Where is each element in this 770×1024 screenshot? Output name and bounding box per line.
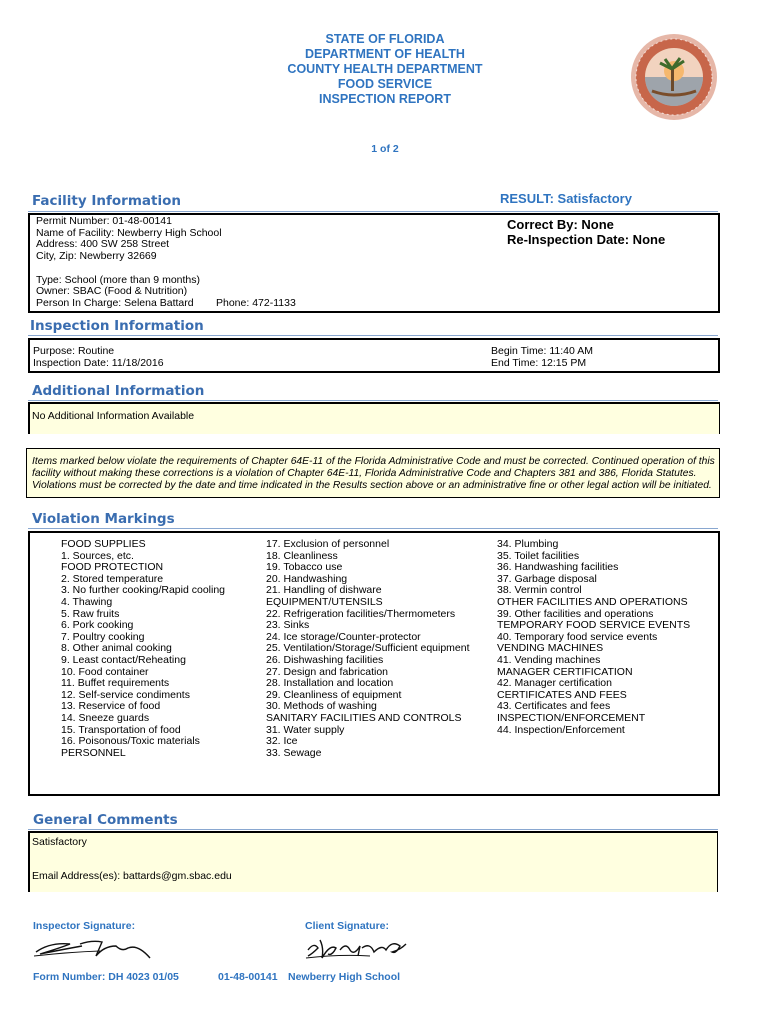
violation-item: 2. Stored temperature (61, 572, 164, 585)
inspection-purpose: Purpose: Routine (33, 345, 115, 357)
violation-item: FOOD SUPPLIES (61, 538, 146, 550)
violation-item: VENDING MACHINES (497, 642, 604, 655)
facility-address: Address: 400 SW 258 Street (36, 238, 170, 250)
violations-section-title: Violation Markings (32, 511, 175, 527)
violation-item: 29. Cleanliness of equipment (266, 688, 402, 701)
inspection-section-title: Inspection Information (30, 318, 204, 334)
violation-notice (32, 456, 715, 493)
divider (28, 528, 718, 529)
facility-owner: Owner: SBAC (Food & Nutrition) (36, 285, 188, 297)
facility-phone: Phone: 472-1133 (216, 297, 296, 309)
violation-item: 20. Handwashing (266, 572, 348, 585)
reinspection-date: Re-Inspection Date: None (507, 232, 666, 247)
violation-item: 33. Sewage (266, 746, 322, 759)
violation-item: 40. Temporary food service events (497, 630, 658, 643)
violation-item: 22. Refrigeration facilities/Thermometers (266, 607, 456, 620)
form-number: Form Number: DH 4023 01/05 (33, 971, 179, 983)
begin-time: Begin Time: 11:40 AM (491, 345, 593, 357)
violation-item: 26. Dishwashing facilities (266, 653, 384, 666)
header-line-5: INSPECTION REPORT (319, 92, 451, 106)
divider (28, 211, 718, 212)
violation-item: 12. Self-service condiments (61, 688, 190, 701)
violation-item: FOOD PROTECTION (61, 561, 164, 574)
violation-item: 30. Methods of washing (266, 700, 377, 713)
person-in-charge: Person In Charge: Selena Battard (36, 297, 194, 309)
violation-item: 15. Transportation of food (61, 723, 181, 736)
violation-item: 24. Ice storage/Counter-protector (266, 630, 421, 643)
violation-item: CERTIFICATES AND FEES (497, 688, 627, 701)
footer-facility-name: Newberry High School (288, 971, 401, 983)
divider (28, 335, 718, 336)
violation-item: 16. Poisonous/Toxic materials (61, 735, 200, 748)
violations-column-3 (497, 539, 690, 736)
violation-item: 42. Manager certification (497, 677, 612, 690)
violation-item: 4. Thawing (61, 595, 113, 608)
comments-text: Satisfactory (32, 836, 87, 848)
violation-item: 10. Food container (61, 665, 149, 678)
violation-item: SANITARY FACILITIES AND CONTROLS (266, 711, 462, 724)
facility-name: Name of Facility: Newberry High School (36, 227, 222, 239)
violation-item: 27. Design and fabrication (266, 665, 388, 678)
violation-item: 5. Raw fruits (61, 607, 120, 620)
violation-item: 3. No further cooking/Rapid cooling (61, 584, 226, 597)
violation-item: 39. Other facilities and operations (497, 607, 654, 620)
violation-item: 32. Ice (266, 735, 298, 748)
header-line-2: DEPARTMENT OF HEALTH (305, 47, 465, 61)
violation-item: 7. Poultry cooking (61, 630, 145, 643)
violation-item: 37. Garbage disposal (497, 572, 597, 585)
divider (28, 400, 718, 401)
violation-item: 23. Sinks (266, 619, 310, 632)
violation-item: OTHER FACILITIES AND OPERATIONS (497, 595, 688, 608)
end-time: End Time: 12:15 PM (491, 357, 587, 369)
additional-info-text: No Additional Information Available (32, 410, 195, 422)
facility-section-title: Facility Information (32, 193, 181, 209)
divider (28, 829, 718, 830)
violation-item: 19. Tobacco use (266, 561, 343, 574)
client-signature-label: Client Signature: (305, 920, 390, 932)
header-line-1: STATE OF FLORIDA (325, 32, 445, 46)
violation-item: 13. Reservice of food (61, 700, 161, 713)
header-line-3: COUNTY HEALTH DEPARTMENT (287, 62, 483, 76)
violation-item: 44. Inspection/Enforcement (497, 723, 625, 736)
violation-item: 18. Cleanliness (266, 549, 338, 562)
notice-line-3: Violations must be corrected by the date and time indicated in the Results section above or an administrative fine or other legal action will be initiated. (32, 480, 712, 492)
violation-item: 28. Installation and location (266, 677, 394, 690)
violation-item: 36. Handwashing facilities (497, 561, 619, 574)
permit-number: Permit Number: 01-48-00141 (36, 215, 172, 227)
violation-item: 1. Sources, etc. (61, 549, 134, 562)
violation-item: EQUIPMENT/UTENSILS (266, 595, 383, 608)
inspection-date: Inspection Date: 11/18/2016 (33, 357, 164, 369)
violations-column-1 (61, 539, 225, 759)
notice-line-1: Items marked below violate the requirements of Chapter 64E-11 of the Florida Administrative Code and must be corrected. Continued operation of this (32, 456, 715, 467)
email-addresses: Email Address(es): battards@gm.sbac.edu (32, 870, 232, 882)
inspector-signature (30, 934, 160, 964)
footer-permit-number: 01-48-00141 (218, 971, 278, 983)
violation-item: 41. Vending machines (497, 653, 601, 666)
violation-item: TEMPORARY FOOD SERVICE EVENTS (497, 619, 691, 632)
violation-item: 8. Other animal cooking (61, 642, 172, 655)
comments-box (28, 831, 718, 892)
comments-section-title: General Comments (33, 812, 178, 828)
violation-item: 43. Certificates and fees (497, 700, 611, 713)
page-indicator: 1 of 2 (371, 143, 399, 155)
violation-item: PERSONNEL (61, 746, 126, 759)
violation-item: 38. Vermin control (497, 584, 582, 597)
violation-item: 31. Water supply (266, 723, 345, 736)
violation-item: MANAGER CERTIFICATION (497, 665, 633, 678)
correct-by: Correct By: None (507, 217, 614, 232)
facility-city-zip: City, Zip: Newberry 32669 (36, 250, 157, 262)
header-line-4: FOOD SERVICE (337, 77, 433, 91)
violation-item: 9. Least contact/Reheating (61, 653, 186, 666)
violation-item: 25. Ventilation/Storage/Sufficient equipment (266, 642, 470, 655)
additional-section-title: Additional Information (32, 383, 205, 399)
violation-item: 6. Pork cooking (61, 619, 134, 632)
violations-column-2 (266, 539, 470, 759)
florida-seal-icon (630, 33, 718, 121)
inspector-signature-label: Inspector Signature: (33, 920, 136, 932)
violation-item: 17. Exclusion of personnel (266, 538, 390, 550)
violation-item: 21. Handling of dishware (266, 584, 382, 597)
violation-item: 35. Toilet facilities (497, 549, 580, 562)
client-signature (300, 932, 420, 964)
violation-item: 14. Sneeze guards (61, 711, 150, 724)
facility-type: Type: School (more than 9 months) (36, 274, 200, 286)
result-status: RESULT: Satisfactory (500, 191, 632, 206)
violation-item: 11. Buffet requirements (61, 677, 170, 690)
notice-line-2: facility without making these corrections is a violation of Chapter 64E-11, Florida Administrative Code and Chapters 381 and 386, Florida Statutes. (32, 468, 697, 480)
violation-item: 34. Plumbing (497, 538, 559, 550)
violation-item: INSPECTION/ENFORCEMENT (497, 711, 646, 724)
